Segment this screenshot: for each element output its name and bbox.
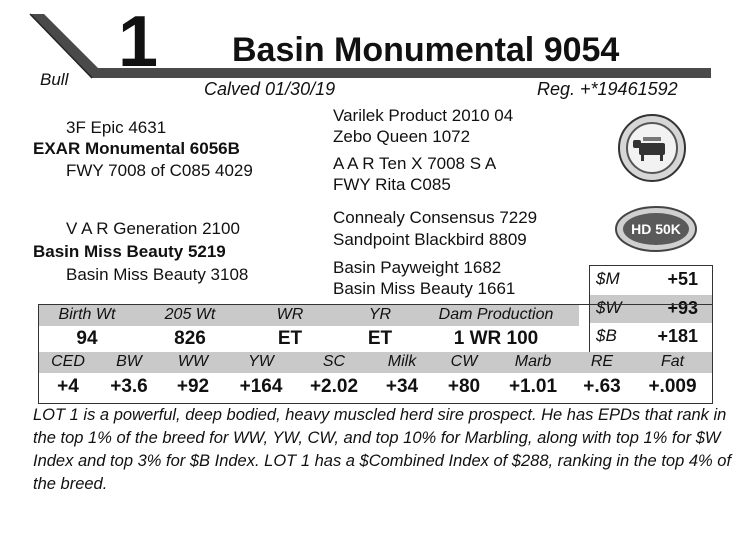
- pedigree-dam-dam: Basin Miss Beauty 3108: [66, 265, 249, 284]
- pedigree-sire-dam: FWY 7008 of C085 4029: [66, 161, 253, 180]
- performance-value: 1 WR 100: [453, 328, 539, 349]
- performance-header: WR: [276, 306, 304, 323]
- epd-value: +4: [57, 376, 79, 397]
- pedigree-ancestor: Varilek Product 2010 04: [333, 106, 514, 125]
- performance-header: YR: [368, 306, 392, 323]
- epd-value: +.63: [583, 376, 621, 397]
- pedigree-ancestor: Connealy Consensus 7229: [333, 208, 538, 227]
- epd-value: +164: [239, 376, 283, 397]
- dollar-index-value: +93: [667, 298, 698, 318]
- pedigree-ancestor: Zebo Queen 1072: [333, 127, 471, 146]
- epd-value: +2.02: [309, 376, 359, 397]
- epd-header: BW: [116, 353, 142, 370]
- epd-value: +34: [385, 376, 419, 397]
- lot-description: LOT 1 is a powerful, deep bodied, heavy muscled herd sire prospect. He has EPDs that rank in the top 1% of the breed for WW, YW, CW, and top 10% for Marbling, along with top 1% for $W Index and top 3% for $B Index. LOT 1 has a $Combined Index of $288, ranking in the top 4% of the breed.: [33, 406, 732, 493]
- epd-header: Fat: [660, 353, 685, 370]
- epd-header: Marb: [514, 353, 552, 370]
- sex-label: Bull: [40, 70, 69, 89]
- hd50k-logo-text: HD 50K: [631, 221, 681, 237]
- pedigree-ancestor: A A R Ten X 7008 S A: [333, 154, 497, 173]
- performance-header: Dam Production: [438, 306, 554, 323]
- animal-name: Basin Monumental 9054: [232, 31, 620, 69]
- pedigree-sire-sire: 3F Epic 4631: [66, 118, 167, 137]
- registration-number: Reg. +*19461592: [537, 79, 678, 99]
- performance-value: 826: [174, 328, 206, 349]
- pedigree-dam-sire: V A R Generation 2100: [66, 219, 240, 238]
- epd-value: +92: [176, 376, 210, 397]
- cattle-seal-icon: [617, 113, 687, 183]
- pedigree-dam: Basin Miss Beauty 5219: [33, 242, 226, 261]
- dollar-index-label: $M: [596, 269, 620, 288]
- dollar-index-label: $B: [596, 326, 617, 345]
- dollar-index-value: +51: [667, 269, 698, 289]
- pedigree-ancestor: Basin Miss Beauty 1661: [333, 279, 516, 298]
- performance-value: ET: [277, 328, 303, 349]
- pedigree-sire: EXAR Monumental 6056B: [33, 139, 240, 158]
- epd-header: WW: [177, 353, 209, 370]
- epd-header: CW: [450, 353, 478, 370]
- epd-value: +.009: [648, 376, 697, 397]
- epd-header: YW: [248, 353, 274, 370]
- epd-header: Milk: [387, 353, 417, 370]
- calved-date: Calved 01/30/19: [204, 79, 336, 99]
- dollar-index-label: $W: [596, 298, 622, 317]
- epd-header: RE: [590, 353, 614, 370]
- performance-value: 94: [76, 328, 98, 349]
- pedigree-ancestor: FWY Rita C085: [333, 175, 451, 194]
- hd50k-logo: [614, 205, 698, 253]
- performance-table: [38, 304, 713, 404]
- epd-value: +1.01: [508, 376, 558, 397]
- epd-header: CED: [51, 353, 85, 370]
- dollar-index-value: +181: [657, 326, 698, 346]
- dollar-index-row: [590, 266, 712, 294]
- performance-header: 205 Wt: [164, 306, 216, 323]
- epd-value: +80: [447, 376, 481, 397]
- epd-header: SC: [322, 353, 346, 370]
- performance-value: ET: [367, 328, 393, 349]
- performance-header: Birth Wt: [58, 306, 116, 323]
- epd-value: +3.6: [110, 376, 148, 397]
- lot-number: 1: [118, 2, 157, 82]
- pedigree-ancestor: Sandpoint Blackbird 8809: [333, 230, 527, 249]
- pedigree-ancestor: Basin Payweight 1682: [333, 258, 502, 277]
